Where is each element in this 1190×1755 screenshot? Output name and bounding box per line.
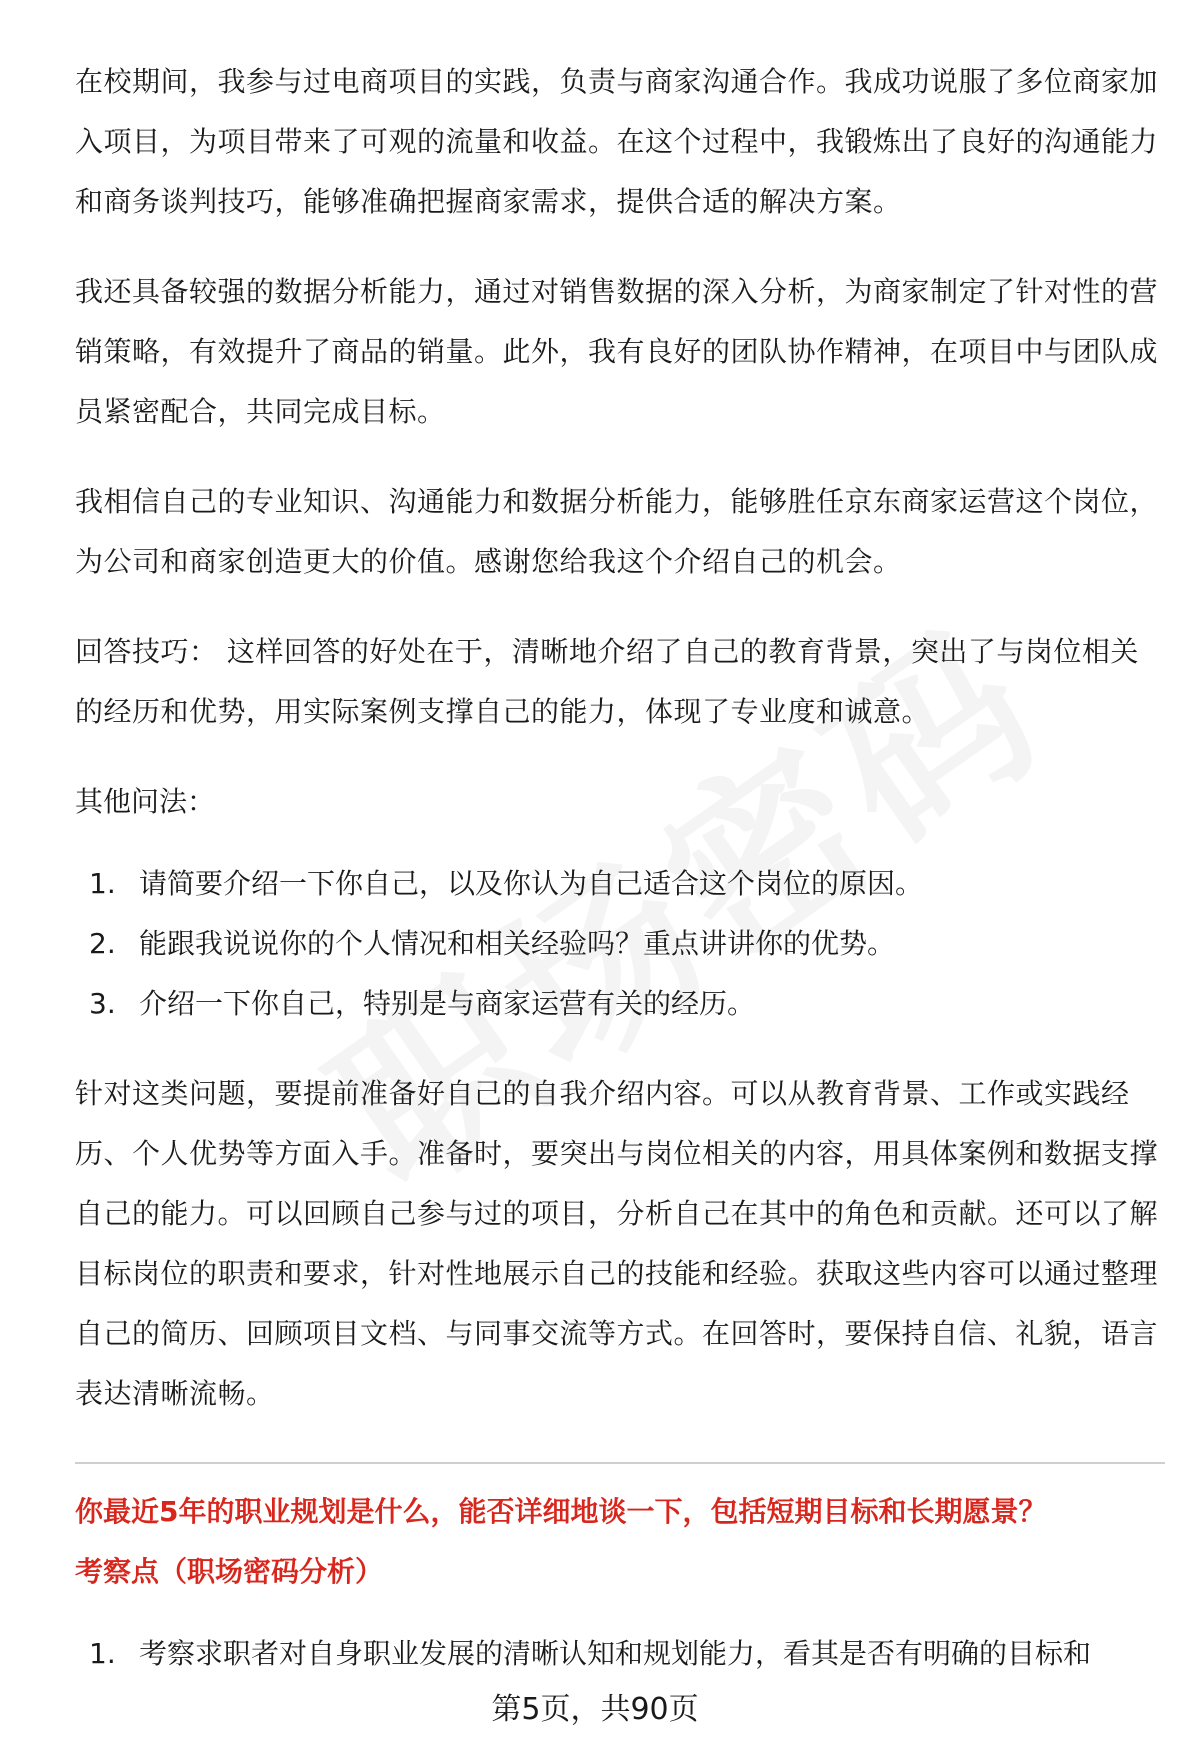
list-item [75,914,1165,974]
list-item-number: 2. [89,927,116,960]
list-item-text: 考察求职者对自身职业发展的清晰认知和规划能力，看其是否有明确的目标和 [139,1637,1092,1670]
assessment-points-list [75,1624,1165,1684]
question-title: 你最近5年的职业规划是什么，能否详细地谈一下，包括短期目标和长期愿景？ [75,1495,1047,1528]
list-item [75,974,1165,1034]
document-page [75,52,1165,1714]
list-item-number: 1. [89,1637,116,1670]
other-questions-list [75,854,1165,1034]
list-item-text: 能跟我说说你的个人情况和相关经验吗？重点讲讲你的优势。 [139,927,896,960]
list-item-number: 3. [89,987,116,1020]
list-item [75,854,1165,914]
section-divider [75,1462,1165,1464]
list-item-number: 1. [89,867,116,900]
list-item-text: 请简要介绍一下你自己，以及你认为自己适合这个岗位的原因。 [139,867,924,900]
list-item-text: 介绍一下你自己，特别是与商家运营有关的经历。 [139,987,756,1020]
paragraph-data-analysis: 我还具备较强的数据分析能力，通过对销售数据的深入分析，为商家制定了针对性的营销策略，有效提升了商品的销量。此外，我有良好的团队协作精神，在项目中与团队成员紧密配合，共同完成目标。 [75,275,1159,428]
paragraph-answer-tips: 回答技巧： 这样回答的好处在于，清晰地介绍了自己的教育背景，突出了与岗位相关的经历和优势，用实际案例支撑自己的能力，体现了专业度和诚意。 [75,635,1139,728]
page-footer: 第5页，共90页 [491,1692,699,1727]
paragraph-project-experience: 在校期间，我参与过电商项目的实践，负责与商家沟通合作。我成功说服了多位商家加入项目，为项目带来了可观的流量和收益。在这个过程中，我锻炼出了良好的沟通能力和商务谈判技巧，能够准确把握商家需求，提供合适的解决方案。 [75,65,1159,218]
paragraph-conclusion: 我相信自己的专业知识、沟通能力和数据分析能力，能够胜任京东商家运营这个岗位，为公司和商家创造更大的价值。感谢您给我这个介绍自己的机会。 [75,485,1159,578]
question-subtitle: 考察点（职场密码分析） [75,1555,384,1588]
other-questions-label: 其他问法： [75,785,216,818]
list-item [75,1624,1165,1684]
paragraph-advice: 针对这类问题，要提前准备好自己的自我介绍内容。可以从教育背景、工作或实践经历、个人优势等方面入手。准备时，要突出与岗位相关的内容，用具体案例和数据支撑自己的能力。可以回顾自己参与过的项目，分析自己在其中的角色和贡献。还可以了解目标岗位的职责和要求，针对性地展示自己的技能和经验。获取这些内容可以通过整理自己的简历、回顾项目文档、与同事交流等方式。在回答时，要保持自信、礼貌，语言表达清晰流畅。 [75,1077,1159,1410]
